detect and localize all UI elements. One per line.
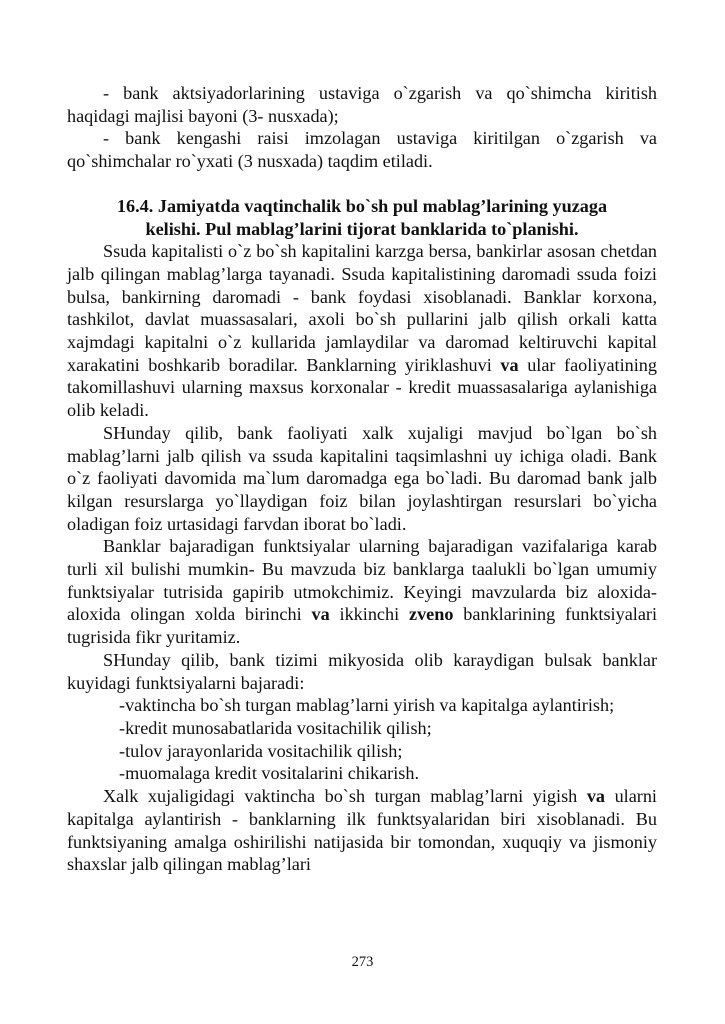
paragraph-3 [67, 535, 657, 649]
paragraph-5 [67, 785, 657, 876]
paragraph-1 [67, 240, 657, 422]
list-dash: - [119, 695, 126, 716]
functions-list [67, 694, 657, 785]
paragraph-1-text: Ssuda kapitalisti o`z bo`sh kapitalini karzga bersa, bankirlar asosan chetdan jalb qilingan mablag’larga tayanadi. Ssuda kapitalistining daromadi ssuda foizi bulsa, bankirning daromadi - bank foydasi xisoblanadi. Banklar korxona, tashkilot, davlat muassasalari, axoli bo`sh pullarini jalb qilish orkali katta xajmdagi kapitalni o`z kullarida jamlaydilar va daromad keltiruvchi kapital xarakatini boshkarib boradilar. Banklarning yiriklashuvi [67, 241, 657, 375]
list-item [67, 717, 657, 740]
paragraph-3-bold-2: zveno [409, 604, 454, 625]
paragraph-5-bold: va [586, 786, 605, 807]
list-item [67, 694, 657, 717]
paragraph-5-tail: ularni kapitalga aylantirish - banklarning ilk funktsyalaridan biri xisoblanadi. Bu funktsiyaning amalga oshirilishi natijasida bir tomondan, xuquqiy va jismoniy shaxslar jalb qilingan mablag’lari [67, 786, 657, 875]
list-dash: - [119, 763, 126, 784]
paragraph-1-bold: va [500, 354, 519, 375]
document-page [67, 82, 657, 876]
intro-item-1: - bank aktsiyadorlarining ustaviga o`zgarish va qo`shimcha kiritish haqidagi majlisi bayoni (3- nusxada); [67, 83, 657, 126]
list-item-text: muomalaga kredit vositalarini chikarish. [125, 763, 420, 784]
paragraph-3-tail: banklarining funktsiyalari tugrisida fikr yuritamiz. [67, 604, 658, 648]
intro-item-2: - bank kengashi raisi imzolagan ustaviga kiritilgan o`zgarish va qo`shimchalar ro`yxati (3 nusxada) taqdim etiladi. [67, 128, 657, 172]
page-number: 273 [351, 954, 374, 970]
list-item-text: kredit munosabatlarida vositachilik qilish; [125, 717, 432, 738]
list-item-text: vaktincha bo`sh turgan mablag’larni yirish va kapitalga aylantirish; [125, 695, 615, 716]
section-heading-line-2: kelishi. Pul mablag’larini tijorat banklarida to`planishi. [145, 218, 579, 239]
paragraph-4: SHunday qilib, bank tizimi mikyosida olib karaydigan bulsak banklar kuyidagi funktsiyalarni bajaradi: [67, 649, 657, 693]
paragraph-5-text: Xalk xujaligidagi vaktincha bo`sh turgan mablag’larni yigish [103, 786, 587, 807]
paragraph-3-bold-1: va [311, 604, 330, 625]
section-heading [67, 195, 657, 240]
paragraph-1-tail: ular faoliyatining takomillashuvi ularning maxsus korxonalar - kredit muassasalariga aylanishiga olib keladi. [67, 354, 657, 421]
paragraph-3-text: Banklar bajaradigan funktsiyalar ularning bajaradigan vazifalariga karab turli xil bulishi mumkin- Bu mavzuda biz banklarga taalukli bo`lgan umumiy funktsiyalar tutrisida gapirib utmokchimiz. Keyingi mavzularda biz aloxida-aloxida olingan xolda birinchi [67, 536, 657, 625]
section-heading-line-1: 16.4. Jamiyatda vaqtinchalik bo`sh pul mablag’larining yuzaga [116, 195, 608, 216]
list-item [67, 740, 657, 763]
list-dash: - [119, 717, 126, 738]
list-dash: - [119, 740, 126, 761]
paragraph-3-mid: ikkinchi [329, 604, 409, 625]
list-item-text: tulov jarayonlarida vositachilik qilish; [125, 740, 403, 761]
paragraph-2: SHunday qilib, bank faoliyati xalk xujaligi mavjud bo`lgan bo`sh mablag’larni jalb qilish va ssuda kapitalini taqsimlashni uy ichiga oladi. Bank o`z faoliyati davomida ma`lum daromadga ega bo`ladi. Bu daromad bank jalb kilgan resurslarga yo`llaydigan foiz bilan joylashtirgan resurslari bo`yicha oladigan foiz urtasidagi farvdan iborat bo`ladi. [67, 422, 657, 534]
list-item [67, 762, 657, 785]
